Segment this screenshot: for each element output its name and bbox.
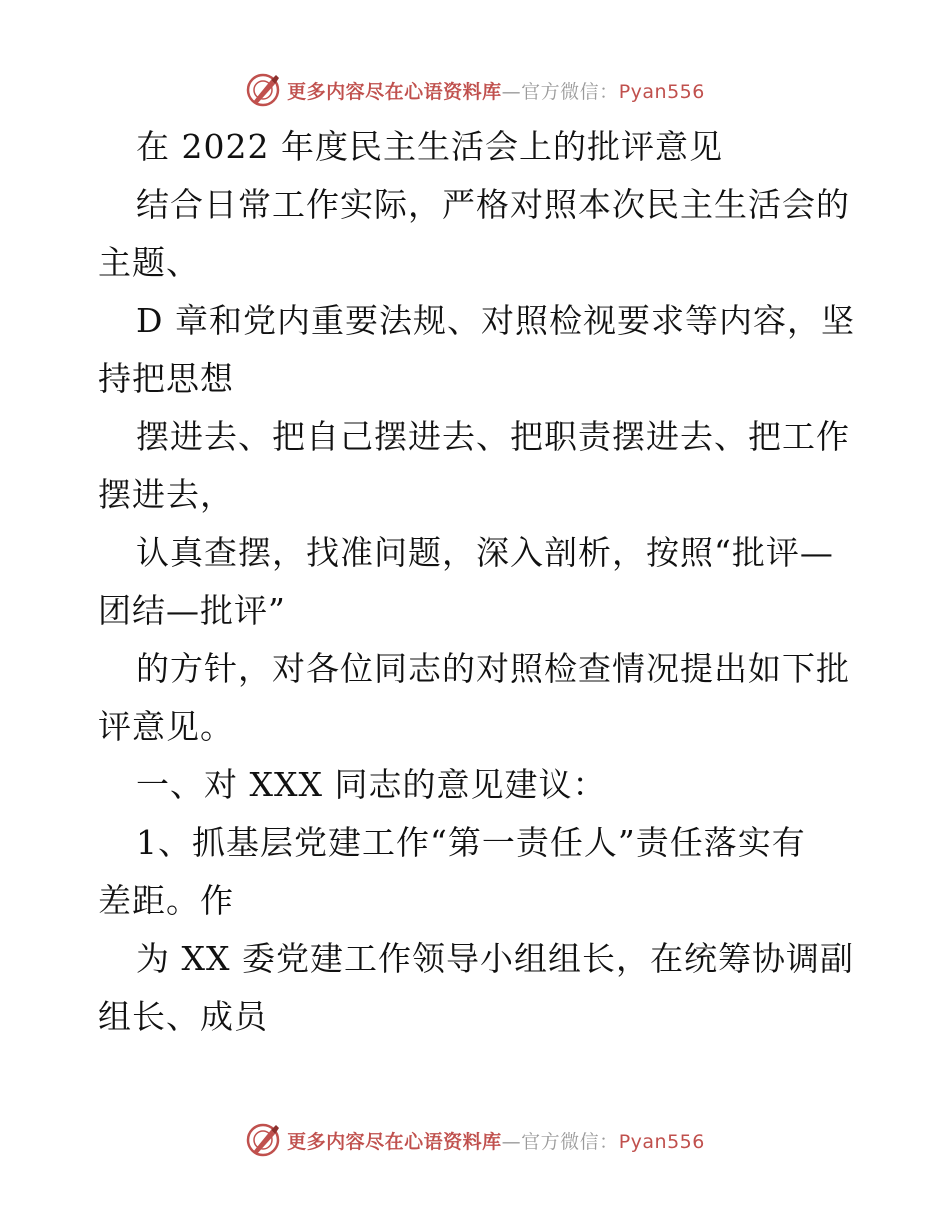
text-line: 为 XX 委党建工作领导小组组长，在统筹协调副 [136,939,854,978]
banner-contact-label: 官方微信： [521,80,619,103]
document-body [98,118,858,1046]
banner-dash: — [501,1130,522,1153]
text-line: 组长、成员 [98,997,268,1036]
banner-wechat-id: Pyan556 [618,80,705,103]
text-line: 的方针，对各位同志的对照检查情况提出如下批 [136,649,850,688]
text-line: 摆进去， [98,475,234,514]
text-line: 在 2022 年度民主生活会上的批评意见 [136,127,723,166]
banner-contact-label: 官方微信： [521,1130,619,1153]
text-line: 一、对 XXX 同志的意见建议： [136,765,607,804]
text-line: 持把思想 [98,359,234,398]
banner-text [287,77,705,104]
text-line: 评意见。 [98,707,234,746]
text-line: 主题、 [98,243,200,282]
text-line: 结合日常工作实际，严格对照本次民主生活会的 [136,185,850,224]
banner-dash: — [501,80,522,103]
pen-logo-icon [245,72,281,108]
text-line: D 章和党内重要法规、对照检视要求等内容，坚 [136,301,855,340]
text-line: 团结—批评” [98,591,286,630]
header-banner [0,70,950,110]
text-line: 1、抓基层党建工作“第一责任人”责任落实有 [136,823,806,862]
text-line: 差距。作 [98,881,234,920]
pen-logo-icon [245,1122,281,1158]
banner-wechat-id: Pyan556 [618,1130,705,1153]
banner-text [287,1127,705,1154]
text-line: 摆进去、把自己摆进去、把职责摆进去、把工作 [136,417,850,456]
banner-main-text: 更多内容尽在心语资料库 [287,1130,502,1153]
banner-main-text: 更多内容尽在心语资料库 [287,80,502,103]
text-line: 认真查摆，找准问题，深入剖析，按照“批评— [136,533,834,572]
footer-banner [0,1120,950,1160]
